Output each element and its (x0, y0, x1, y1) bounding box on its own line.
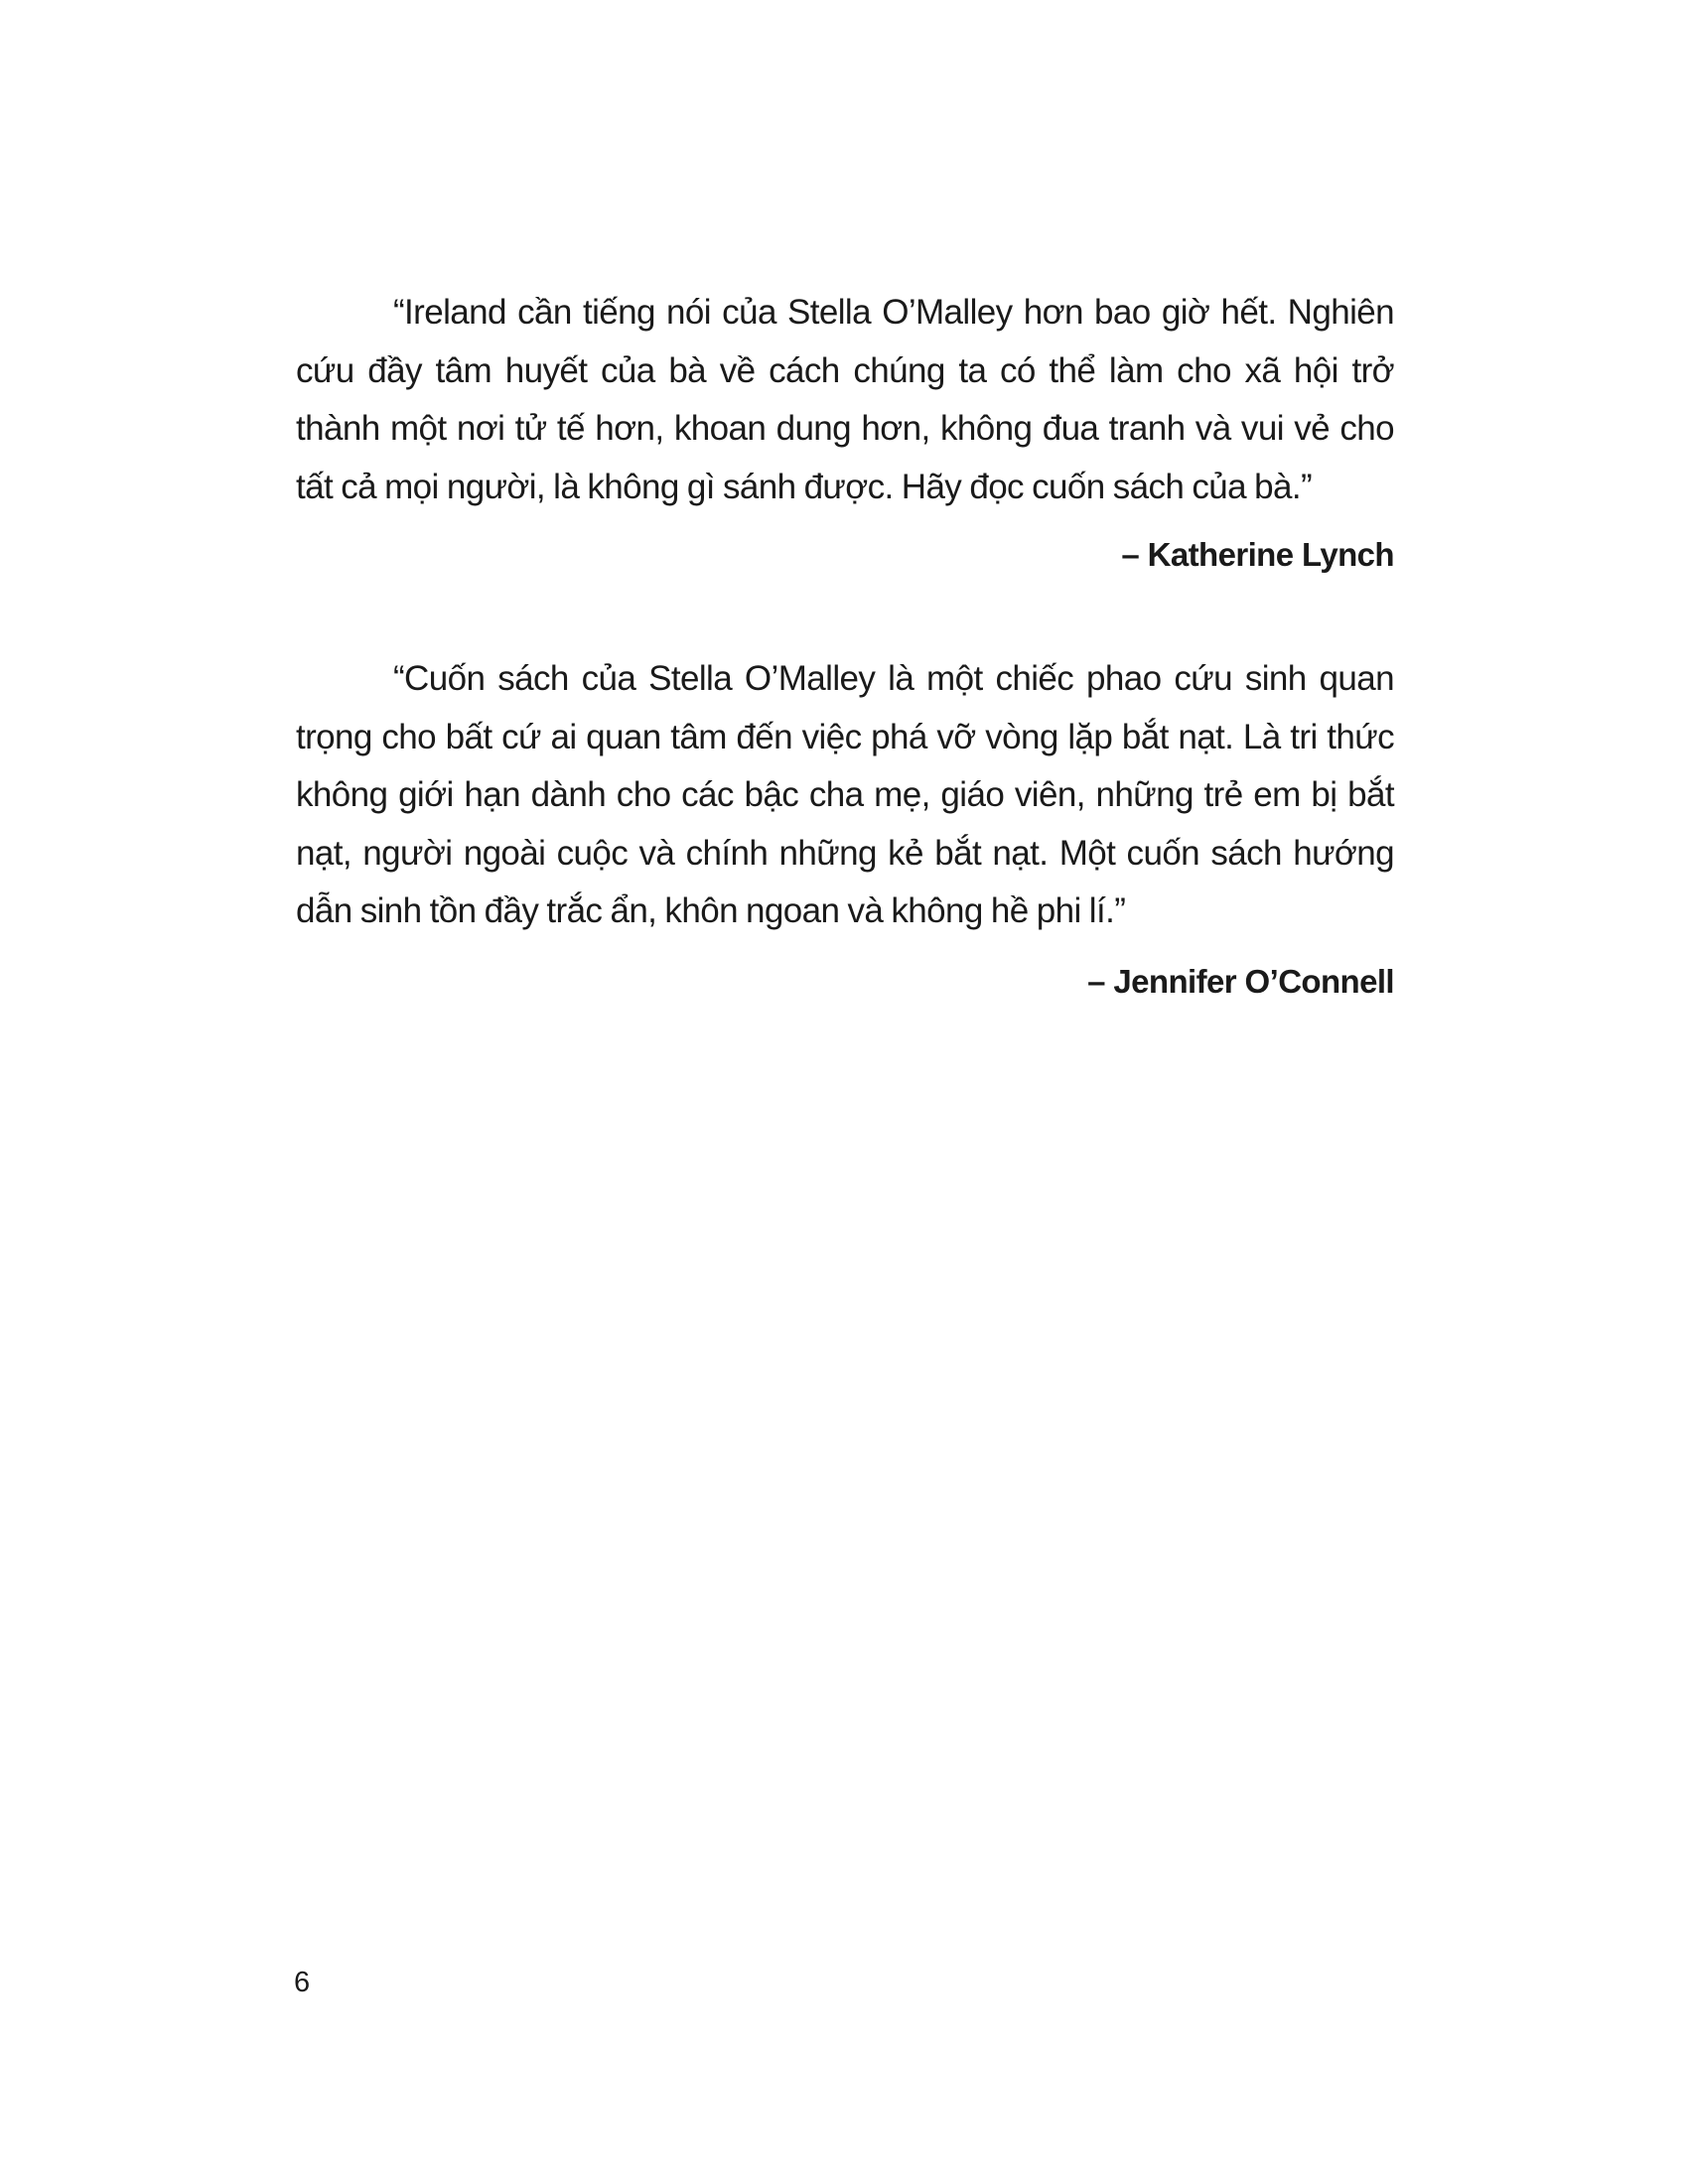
testimonial-quote (296, 650, 1394, 1001)
quote-attribution: – Jennifer O’Connell (1087, 962, 1394, 1000)
page-number: 6 (294, 1967, 311, 1998)
quote-text: “Ireland cần tiếng nói của Stella O’Malley hơn bao giờ hết. Nghiên cứu đầy tâm huyết của bà về cách chúng ta có thể làm cho xã hội trở thành một nơi tử tế hơn, khoan dung hơn, không đua tranh và vui vẻ cho tất cả mọi người, là không gì sánh được. Hãy đọc cuốn sách của bà.” (296, 293, 1394, 506)
quote-text: “Cuốn sách của Stella O’Malley là một chiếc phao cứu sinh quan trọng cho bất cứ ai quan tâm đến việc phá vỡ vòng lặp bắt nạt. Là tri thức không giới hạn dành cho các bậc cha mẹ, giáo viên, những trẻ em bị bắt nạt, người ngoài cuộc và chính những kẻ bắt nạt. Một cuốn sách hướng dẫn sinh tồn đầy trắc ẩn, khôn ngoan và không hề phi lí.” (296, 659, 1394, 930)
testimonial-quote (296, 284, 1394, 574)
quote-attribution: – Katherine Lynch (1121, 536, 1394, 573)
